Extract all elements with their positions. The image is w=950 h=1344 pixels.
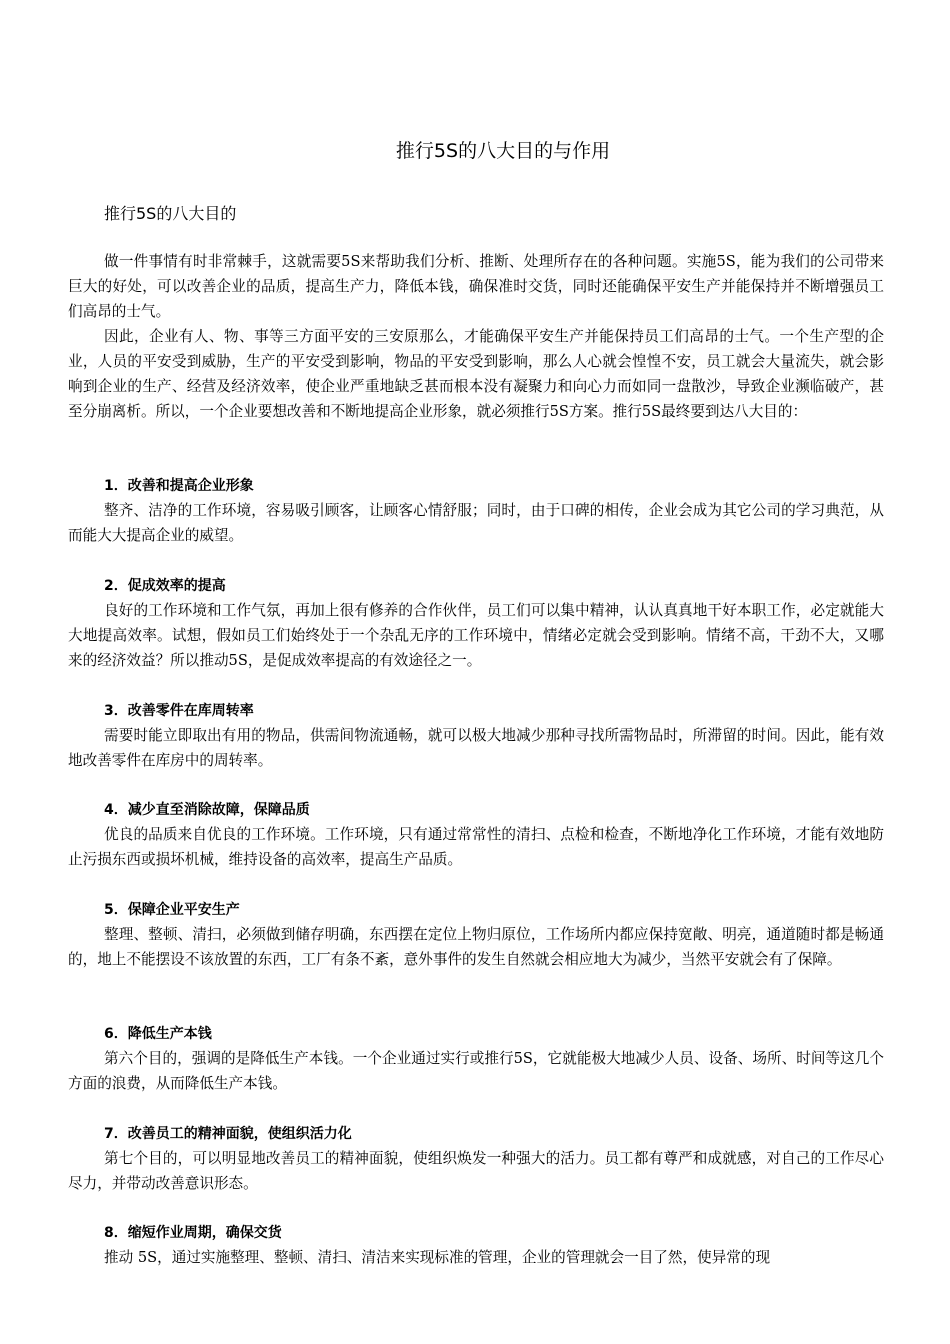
- section-4: [68, 798, 884, 872]
- section-paragraph: 优良的品质来自优良的工作环境。工作环境，只有通过常常性的清扫、点检和检查，不断地净化工作环境，才能有效地防止污损东西或损坏机械，维持设备的高效率，提高生产品质。: [68, 826, 884, 868]
- section-heading: 4．减少直至消除故障，保障品质: [104, 802, 310, 818]
- intro-paragraph: 做一件事情有时非常棘手，这就需要5S来帮助我们分析、推断、处理所存在的各种问题。实施5S，能为我们的公司带来巨大的好处，可以改善企业的品质，提高生产力，降低本钱，确保准时交货，同时还能确保平安生产并能保持并不断增强员工们高昂的士气。: [68, 253, 884, 320]
- section-paragraph: 第六个目的，强调的是降低生产本钱。一个企业通过实行或推行5S，它就能极大地减少人员、设备、场所、时间等这几个方面的浪费，从而降低生产本钱。: [68, 1050, 884, 1092]
- section-5: [68, 898, 884, 972]
- section-1: [68, 474, 884, 548]
- section-heading: 1．改善和提高企业形象: [104, 478, 254, 494]
- document-subtitle: 推行5S的八大目的: [104, 204, 237, 223]
- section-paragraph: 需要时能立即取出有用的物品，供需间物流通畅，就可以极大地减少那种寻找所需物品时，所滞留的时间。因此，能有效地改善零件在库房中的周转率。: [68, 727, 884, 769]
- section-6: [68, 1022, 884, 1096]
- section-paragraph: 第七个目的，可以明显地改善员工的精神面貌，使组织焕发一种强大的活力。员工都有尊严和成就感，对自己的工作尽心尽力，并带动改善意识形态。: [68, 1150, 884, 1192]
- section-7: [68, 1122, 884, 1196]
- document-title: 推行5S的八大目的与作用: [395, 140, 611, 162]
- section-heading: 2．促成效率的提高: [104, 578, 226, 594]
- section-2: [68, 574, 884, 673]
- section-3: [68, 699, 884, 773]
- section-heading: 5．保障企业平安生产: [104, 902, 240, 918]
- section-paragraph: 整齐、洁净的工作环境，容易吸引顾客，让顾客心情舒服；同时，由于口碑的相传，企业会成为其它公司的学习典范，从而能大大提高企业的威望。: [68, 502, 884, 544]
- section-8: [68, 1221, 884, 1270]
- section-heading: 6．降低生产本钱: [104, 1026, 212, 1042]
- section-paragraph: 良好的工作环境和工作气氛，再加上很有修养的合作伙伴，员工们可以集中精神，认认真真地干好本职工作，必定就能大大地提高效率。试想，假如员工们始终处于一个杂乱无序的工作环境中，情绪必定就会受到影响。情绪不高，干劲不大，又哪来的经济效益？所以推动5S，是促成效率提高的有效途径之一。: [68, 602, 884, 669]
- intro-paragraph: 因此，企业有人、物、事等三方面平安的三安原那么，才能确保平安生产并能保持员工们高昂的士气。一个生产型的企业，人员的平安受到威胁，生产的平安受到影响，物品的平安受到影响，那么人心就会惶惶不安，员工就会大量流失，就会影响到企业的生产、经营及经济效率，使企业严重地缺乏甚而根本没有凝聚力和向心力而如同一盘散沙，导致企业濒临破产，甚至分崩离析。所以，一个企业要想改善和不断地提高企业形象，就必须推行5S方案。推行5S最终要到达八大目的：: [68, 328, 884, 420]
- section-heading: 7．改善员工的精神面貌，使组织活力化: [104, 1126, 352, 1142]
- section-paragraph: 推动 5S，通过实施整理、整顿、清扫、清洁来实现标准的管理，企业的管理就会一目了然，使异常的现: [104, 1249, 771, 1266]
- section-heading: 3．改善零件在库周转率: [104, 703, 254, 719]
- intro-block: [68, 249, 884, 424]
- section-paragraph: 整理、整顿、清扫，必须做到储存明确，东西摆在定位上物归原位，工作场所内都应保持宽敞、明亮，通道随时都是畅通的，地上不能摆设不该放置的东西，工厂有条不紊，意外事件的发生自然就会相应地大为减少，当然平安就会有了保障。: [68, 926, 884, 968]
- section-heading: 8．缩短作业周期，确保交货: [104, 1225, 282, 1241]
